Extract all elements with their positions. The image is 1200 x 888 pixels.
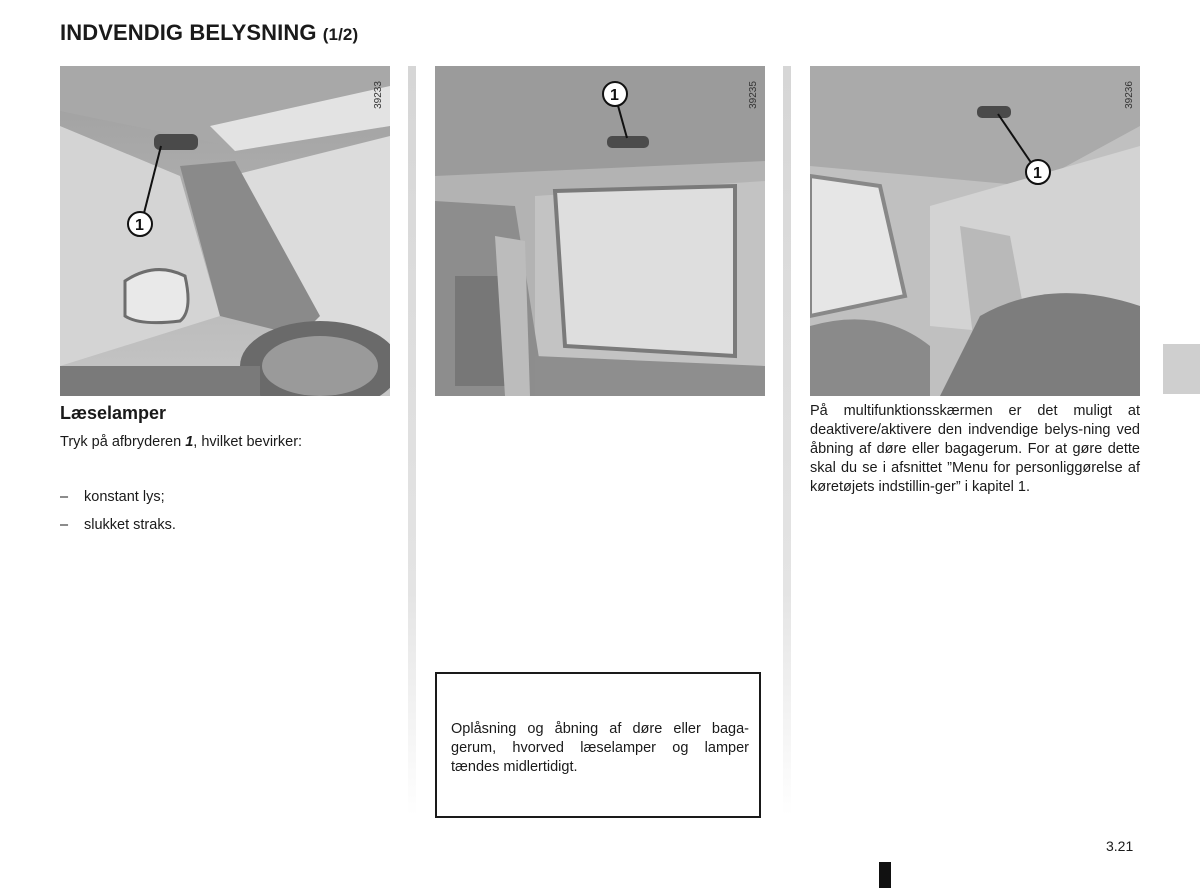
note-box [435, 672, 761, 818]
figure-id-2: 39235 [748, 81, 759, 109]
svg-text:1: 1 [1033, 165, 1042, 182]
print-mark [879, 862, 891, 888]
figure-boot-lamp [810, 66, 1140, 396]
list-item: – slukket straks. [60, 517, 176, 533]
effects-list [60, 488, 390, 544]
svg-text:1: 1 [610, 87, 619, 104]
callout-1 [128, 212, 152, 236]
page-title-main: INDVENDIG BELYSNING [60, 20, 317, 45]
callout-1 [603, 82, 627, 106]
switch-reference: 1 [185, 434, 194, 450]
list-item: – konstant lys; [60, 489, 165, 505]
settings-paragraph: På multifunktionsskærmen er det muligt at deaktivere/aktivere den indvendige belys-ning ved åbning af døre eller bagagerum. For at gøre dette skal du se i afsnittet ”Menu for personliggørelse af køretøjets indstillin-ger” i kapitel 1. [810, 403, 1140, 495]
page-title [60, 20, 358, 46]
figure-id-3: 39236 [1124, 81, 1135, 109]
figure-rear-reading-lamp [435, 66, 765, 396]
page-title-part: (1/2) [322, 25, 359, 44]
figure-front-reading-lamp [60, 66, 390, 396]
svg-text:1: 1 [135, 217, 144, 234]
column-divider-right [783, 66, 791, 816]
callout-1 [1026, 160, 1050, 184]
section-heading: Læselamper [60, 403, 167, 423]
intro-text: Tryk på afbryderen 1, hvilket bevirker: [60, 434, 303, 450]
page-number: 3.21 [1106, 838, 1134, 854]
note-text: Oplåsning og åbning af døre eller baga-gerum, hvorved læselamper og lamper tændes midlertidigt. [451, 721, 749, 775]
figure-id-1: 39233 [373, 81, 384, 109]
column-divider-left [408, 66, 416, 816]
chapter-tab [1163, 344, 1200, 394]
